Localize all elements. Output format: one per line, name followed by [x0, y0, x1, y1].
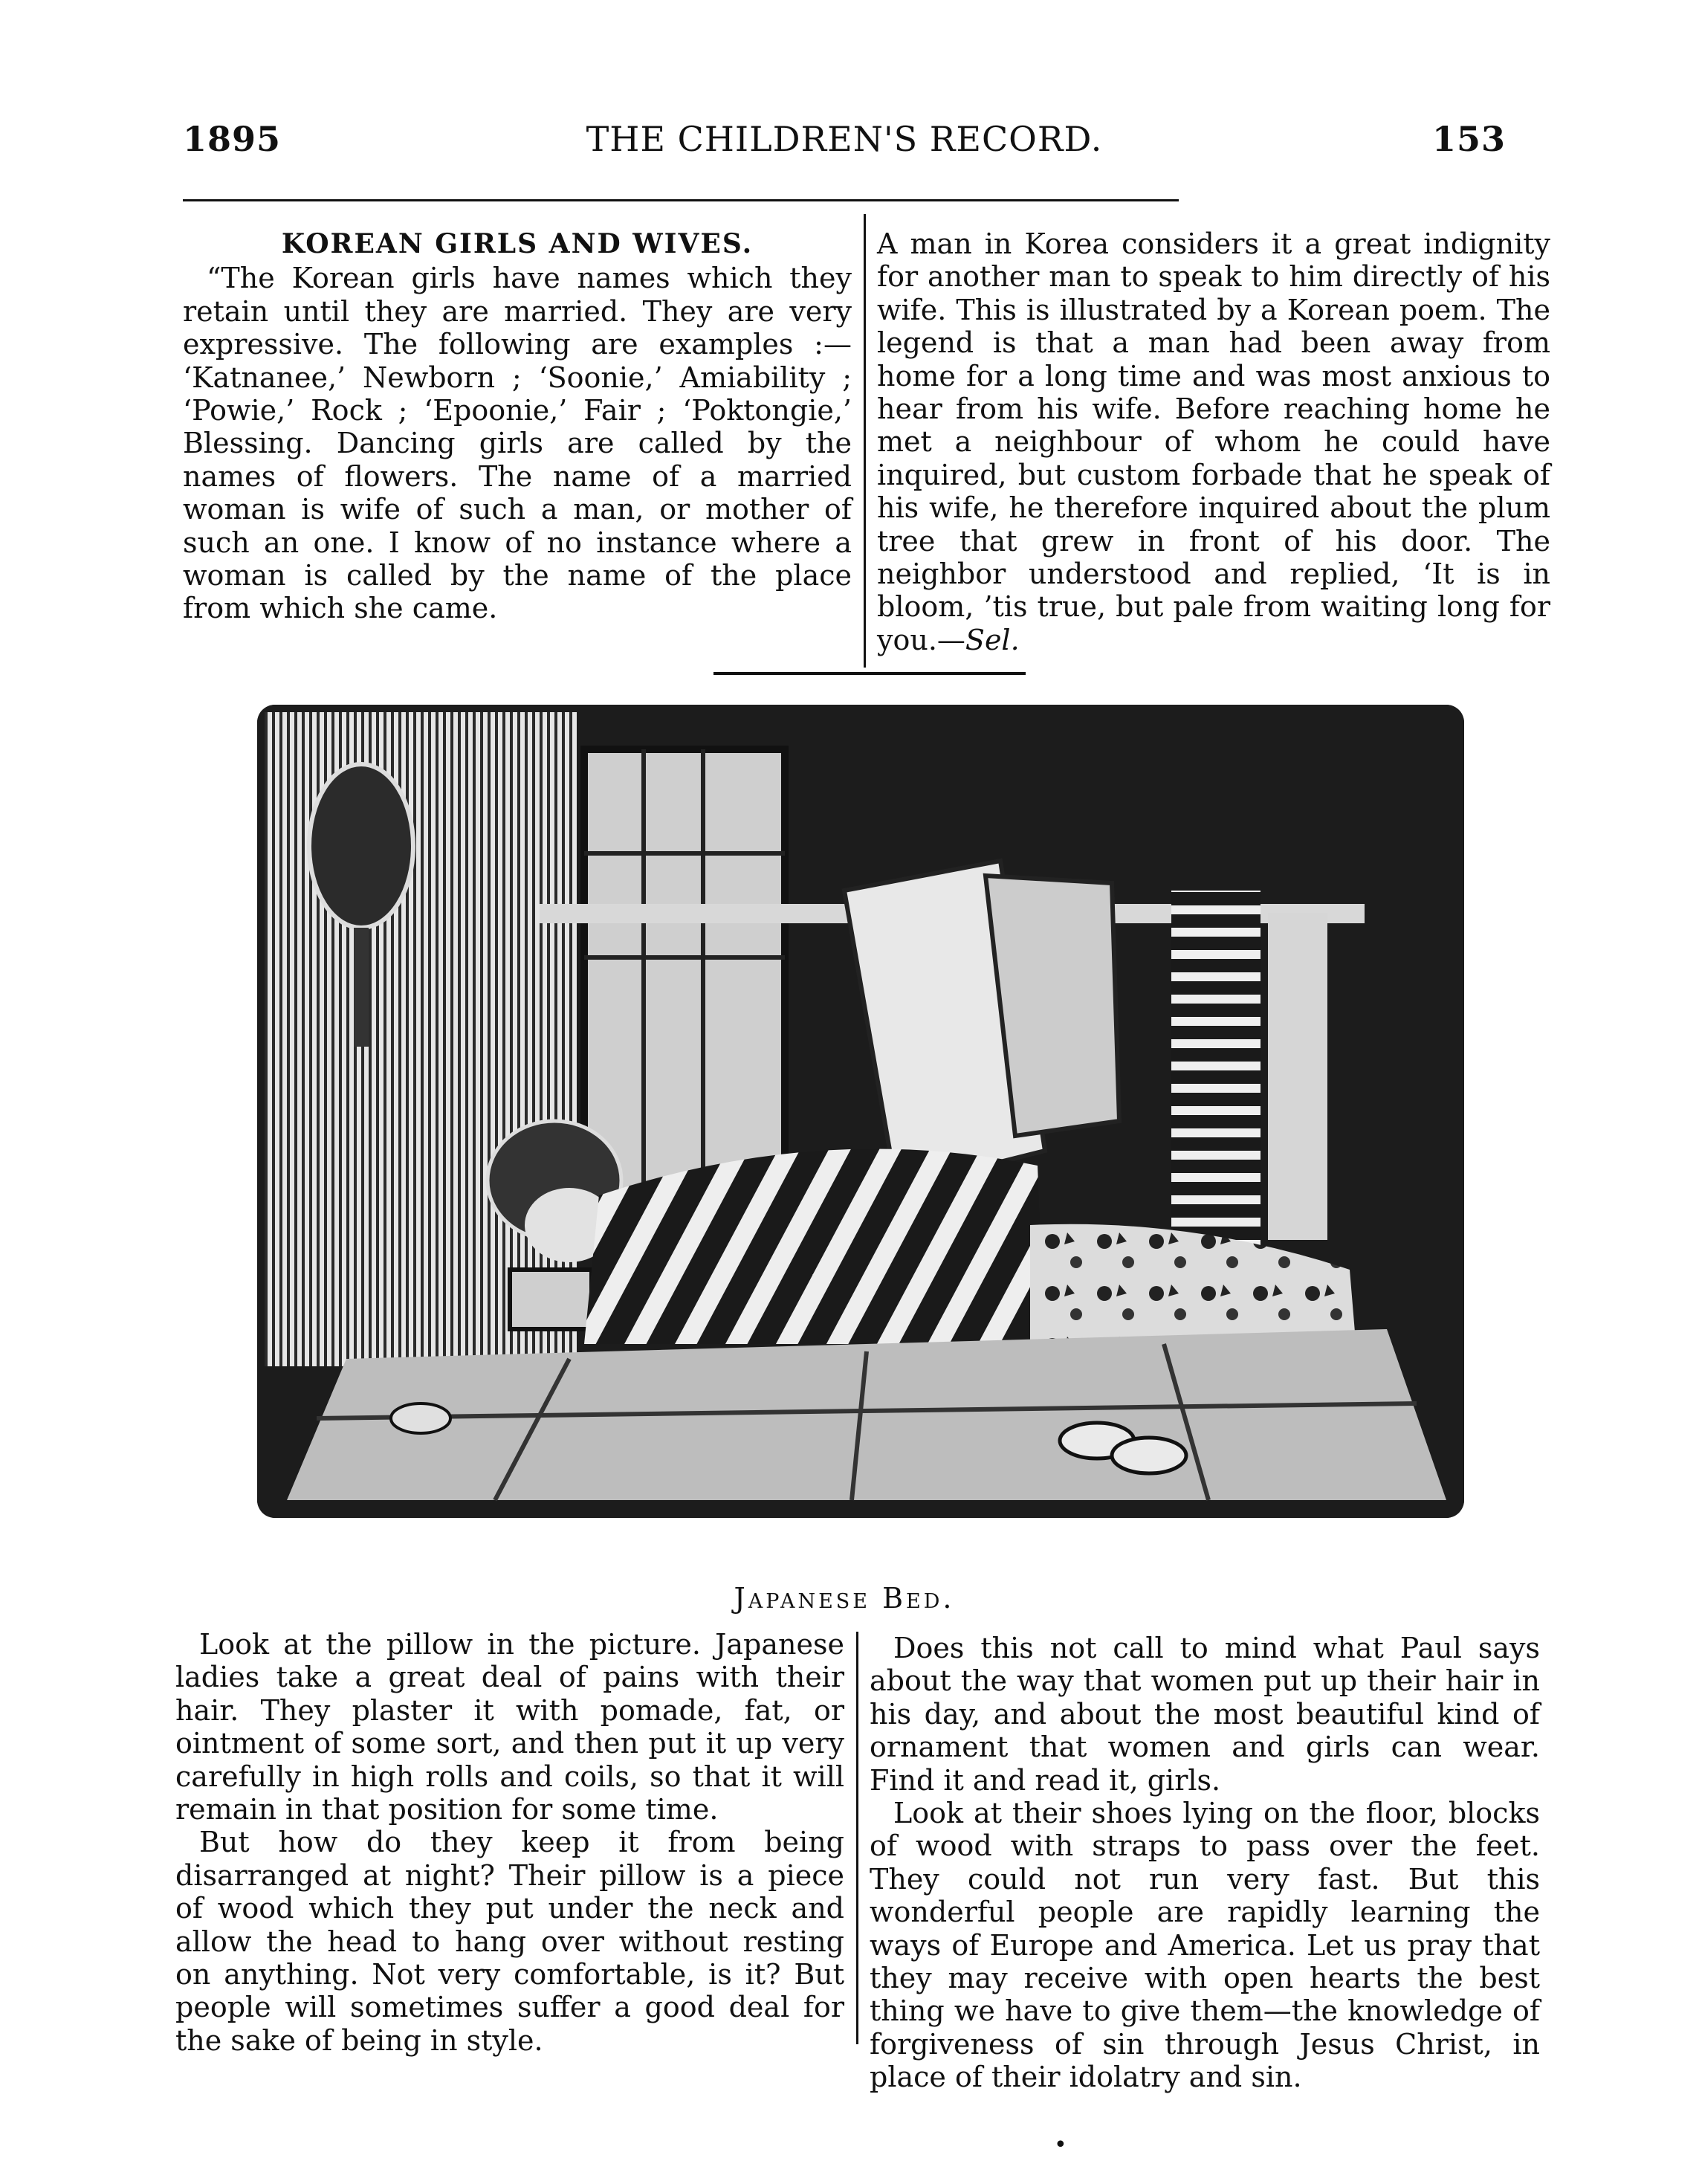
column-divider	[856, 1632, 858, 2044]
continuation-text: A man in Korea considers it a great indignity for another man to speak to him directly of his wife. This is illustrated by a Korean poem. The legend is that a man had been away from home for a long time and was most anxious to hear from his wife. Before reaching home he met a neighbour of whom he could have inquired, but custom forbade that he speak of his wife, he therefore inquired about the plum tree that grew in front of his door. The neighbor understood and replied, ‘It is in bloom, ’tis true, but pale from waiting long for you.—	[877, 227, 1550, 656]
engraving-image	[257, 705, 1464, 1518]
article-title: KOREAN GIRLS AND WIVES.	[281, 228, 754, 259]
running-head	[183, 119, 1506, 171]
article-korean-girls-continuation	[877, 227, 1550, 656]
paragraph: But how do they keep it from being disarranged at night? Their pillow is a piece of wood which they put under the neck and allow the head to hang over without resting on anything. Not very comfortable, is it? But people will sometimes suffer a good deal for the sake of being in style.	[175, 1826, 844, 2057]
source-attribution: Sel.	[965, 623, 1020, 656]
article-pillow-left-column	[175, 1628, 844, 2057]
journal-title: THE CHILDREN'S RECORD.	[586, 119, 1103, 159]
page-number: 153	[1431, 119, 1506, 159]
paragraph: Look at their shoes lying on the floor, blocks of wood with straps to pass over the feet. They could not run very fast. But this wonderful people are rapidly learning the ways of Europe and America. Let us pray that they may receive with open hearts the best thing we have to give them—the knowledge of forgiveness of sin through Jesus Christ, in place of their idolatry and sin.	[870, 1797, 1540, 2094]
japanese-bed-illustration	[257, 705, 1464, 1518]
section-rule	[713, 672, 1026, 675]
header-rule	[183, 199, 1179, 201]
article-pillow-right-column	[870, 1632, 1540, 2094]
figure-caption: Japanese Bed.	[734, 1582, 955, 1615]
paragraph: Look at the pillow in the picture. Japanese ladies take a great deal of pains with their hair. They plaster it with pomade, fat, or ointment of some sort, and then put it up very carefully in high rolls and coils, so that it will remain in that position for some time.	[175, 1628, 844, 1826]
article-paragraph: “The Korean girls have names which they retain until they are married. They are very expressive. The following are examples :— ‘Katnanee,’ Newborn ; ‘Soonie,’ Amiability ; ‘Powie,’ Rock ; ‘Epoonie,’ Fair ; ‘Poktongie,’ Blessing. Dancing girls are called by the names of flowers. The name of a married woman is wife of such a man, or mother of such an one. I know of no instance where a woman is called by the name of the place from which she came.	[183, 262, 852, 625]
paragraph: Does this not call to mind what Paul says about the way that women put up their hair in his day, and about the most beautiful kind of ornament that women and girls can wear. Find it and read it, girls.	[870, 1632, 1540, 1797]
article-paragraph-continued	[877, 227, 1550, 656]
year: 1895	[183, 119, 282, 159]
page-mark: •	[1054, 2132, 1067, 2158]
column-divider	[864, 214, 866, 668]
article-korean-girls-column	[183, 227, 852, 625]
